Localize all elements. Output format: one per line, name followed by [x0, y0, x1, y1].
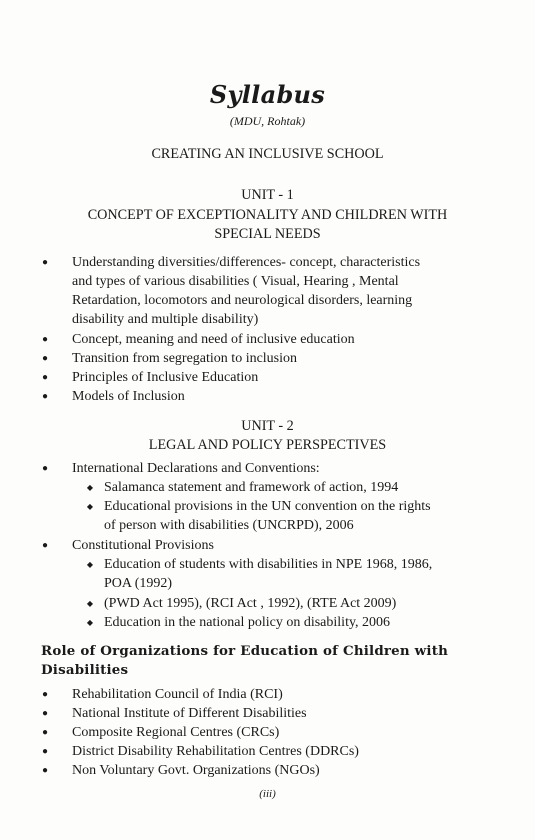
organizations-heading-line2: Disabilities [41, 662, 129, 678]
bullet-icon: ● [41, 334, 49, 345]
list-item-line: Retardation, locomotors and neurological disorders, learning [72, 293, 413, 308]
diamond-bullet-icon: ◆ [86, 618, 94, 627]
sub-list-item-line: Salamanca statement and framework of action, 1994 [104, 480, 399, 495]
diamond-bullet-icon: ◆ [86, 483, 94, 492]
sub-list-item-line: POA (1992) [104, 576, 173, 591]
bullet-icon: ● [41, 391, 49, 402]
course-title: CREATING AN INCLUSIVE SCHOOL [151, 146, 384, 162]
list-item-line: District Disability Rehabilitation Centres (DDRCs) [72, 744, 359, 759]
bullet-icon: ● [41, 353, 49, 364]
list-item-line: National Institute of Different Disabilities [72, 706, 307, 721]
list-item-line: International Declarations and Conventions: [72, 461, 320, 476]
sub-list-item-line: Education in the national policy on disability, 2006 [104, 615, 391, 630]
list-item-line: Composite Regional Centres (CRCs) [72, 725, 280, 740]
sub-list-item-line: Educational provisions in the UN convention on the rights [104, 499, 431, 514]
list-item-line: Models of Inclusion [72, 389, 185, 404]
bullet-icon: ● [41, 746, 49, 757]
bullet-icon: ● [41, 540, 49, 551]
bullet-icon: ● [41, 765, 49, 776]
list-item-line: Understanding diversities/differences- concept, characteristics [72, 255, 421, 270]
page-title: Syllabus [209, 80, 326, 109]
unit2-title: LEGAL AND POLICY PERSPECTIVES [148, 437, 387, 453]
list-item-line: Rehabilitation Council of India (RCI) [72, 687, 283, 702]
sub-list-item-line: Education of students with disabilities in NPE 1968, 1986, [104, 557, 433, 572]
list-item-line: and types of various disabilities ( Visual, Hearing , Mental [72, 274, 399, 289]
list-item-line: Transition from segregation to inclusion [72, 351, 298, 366]
unit1-label: UNIT - 1 [241, 187, 294, 203]
bullet-icon: ● [41, 708, 49, 719]
unit1-title-line1: CONCEPT OF EXCEPTIONALITY AND CHILDREN WITH [87, 207, 448, 223]
bullet-icon: ● [41, 727, 49, 738]
diamond-bullet-icon: ◆ [86, 502, 94, 511]
list-item-line: Concept, meaning and need of inclusive education [72, 332, 355, 347]
bullet-icon: ● [41, 372, 49, 383]
bullet-icon: ● [41, 257, 49, 268]
list-item-line: Constitutional Provisions [72, 538, 214, 553]
bullet-icon: ● [41, 463, 49, 474]
list-item-line: Non Voluntary Govt. Organizations (NGOs) [72, 763, 320, 778]
sub-list-item-line: (PWD Act 1995), (RCI Act , 1992), (RTE Act 2009) [104, 596, 397, 611]
diamond-bullet-icon: ◆ [86, 560, 94, 569]
list-item-line: disability and multiple disability) [72, 312, 259, 327]
organizations-heading-line1: Role of Organizations for Education of Children with [41, 643, 449, 659]
sub-list-item-line: of person with disabilities (UNCRPD), 2006 [104, 518, 354, 533]
list-item-line: Principles of Inclusive Education [72, 370, 259, 385]
unit2-label: UNIT - 2 [241, 418, 294, 434]
unit1-title-line2: SPECIAL NEEDS [214, 226, 321, 242]
diamond-bullet-icon: ◆ [86, 599, 94, 608]
page-number: (iii) [259, 788, 276, 800]
bullet-icon: ● [41, 689, 49, 700]
university-subtitle: (MDU, Rohtak) [229, 114, 306, 128]
